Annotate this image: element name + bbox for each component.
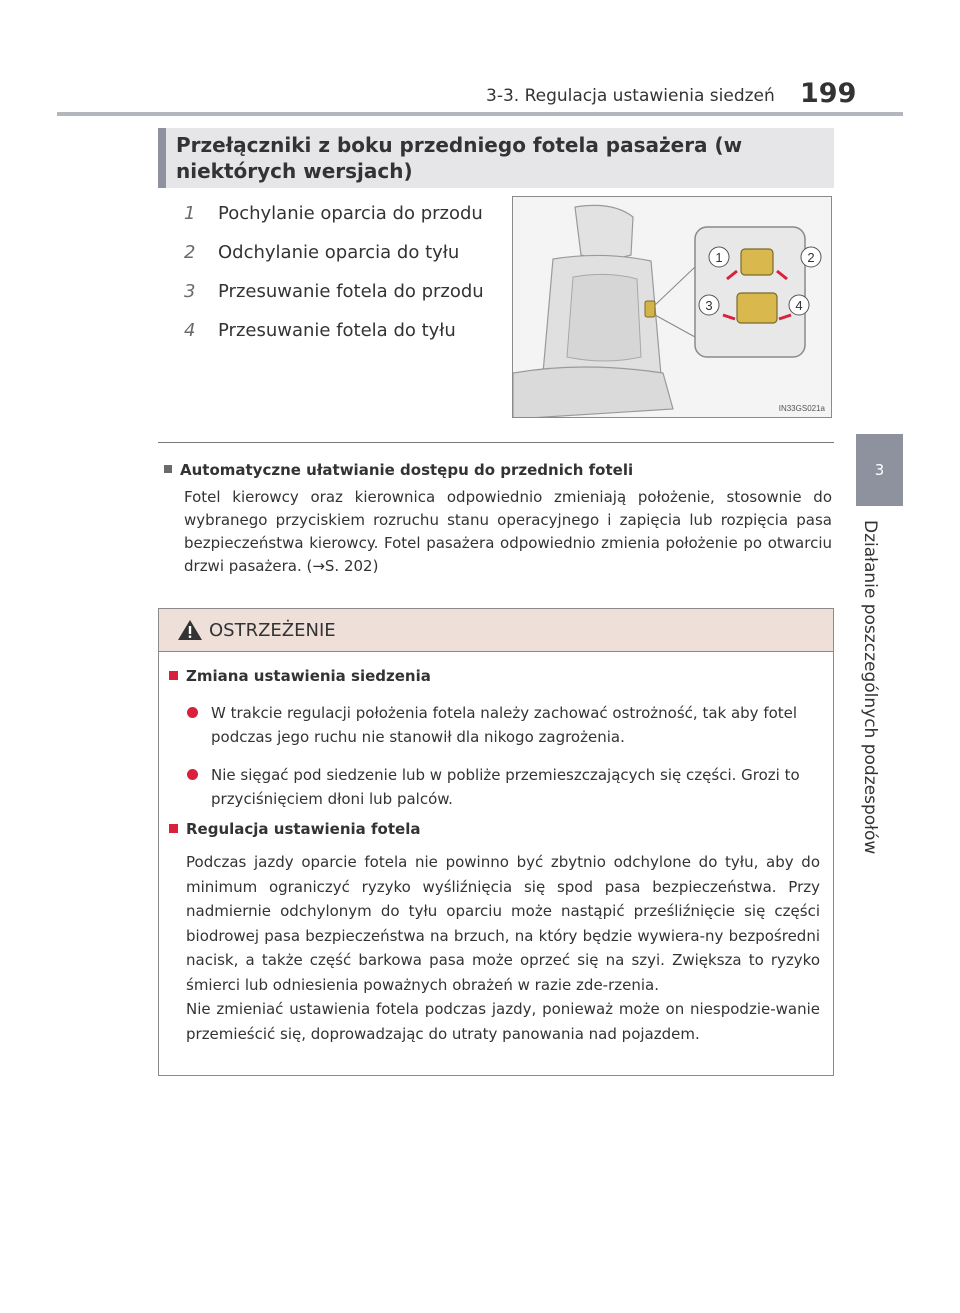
note-title-text: Automatyczne ułatwianie dostępu do przednich foteli	[180, 461, 634, 479]
warning-paragraph: Nie zmieniać ustawienia fotela podczas jazdy, ponieważ może on niespodzie-wanie przemieścić się, doprowadzając do utraty panowania nad pojazdem.	[186, 1000, 820, 1043]
warning-header	[159, 609, 833, 652]
callout-2: 2	[807, 250, 815, 265]
list-item	[184, 281, 484, 302]
callout-4: 4	[795, 298, 803, 313]
seat-illustration	[513, 197, 832, 418]
warning-section-title-text: Regulacja ustawienia fotela	[186, 820, 421, 838]
callout-3: 3	[705, 298, 713, 313]
warning-bullet	[187, 763, 821, 811]
chapter-title: Działanie poszczególnych podzespołów	[860, 520, 880, 855]
item-label: Przesuwanie fotela do tyłu	[218, 320, 456, 341]
list-item	[184, 242, 459, 263]
item-number: 3	[184, 281, 196, 302]
square-bullet-icon	[164, 465, 172, 473]
warning-section-title	[169, 820, 420, 838]
warning-icon	[177, 619, 203, 641]
warning-bullet-text: W trakcie regulacji położenia fotela należy zachować ostrożność, tak aby fotel podczas jego ruchu nie stanowił dla nikogo zagrożenia.	[211, 704, 798, 746]
item-label: Przesuwanie fotela do przodu	[218, 281, 484, 302]
warning-paragraph: Podczas jazdy oparcie fotela nie powinno być zbytnio odchylone do tyłu, aby do minimum ograniczyć ryzyko wyśliźnięcia się spod pasa bezpieczeństwa. Przy nadmiernie odchylonym do tyłu oparciu może nastąpić prześliźnięcie się części biodrowej pasa bezpieczeństwa na brzuch, na który będzie wywiera-ny bezpośredni nacisk, a także część barkowa pasa może oprzeć się na szyi. Zwiększa to ryzyko śmierci lub odniesienia poważnych obrażeń w razie zde-rzenia.	[186, 853, 820, 994]
warning-section-title	[169, 667, 431, 685]
warning-bullet-text: Nie sięgać pod siedzenie lub w pobliże przemieszczających się części. Grozi to przyciśnięciem dłoni lub palców.	[211, 766, 800, 808]
item-number: 4	[184, 320, 196, 341]
warning-heading: OSTRZEŻENIE	[209, 619, 336, 641]
square-bullet-icon	[169, 824, 178, 833]
warning-paragraphs	[186, 850, 820, 1046]
list-item	[184, 320, 456, 341]
callout-1: 1	[715, 250, 723, 265]
seat-switch-figure	[512, 196, 832, 418]
item-number: 2	[184, 242, 196, 263]
item-number: 1	[184, 203, 196, 224]
header-rule	[57, 112, 903, 116]
square-bullet-icon	[169, 671, 178, 680]
item-label: Odchylanie oparcia do tyłu	[218, 242, 460, 263]
bullet-dot-icon	[187, 769, 198, 780]
bullet-dot-icon	[187, 707, 198, 718]
warning-section-title-text: Zmiana ustawienia siedzenia	[186, 667, 431, 685]
note-body: Fotel kierowcy oraz kierownica odpowiednio zmieniają położenie, stosownie do wybranego przyciskiem rozruchu stanu operacyjnego i zapięcia lub rozpięcia pasa bezpieczeństwa kierowcy. Fotel pasażera odpowiednio zmienia położenie po otwarciu drzwi pasażera. (→S. 202)	[184, 488, 832, 575]
page-number: 199	[800, 78, 857, 109]
list-item	[184, 203, 483, 224]
chapter-tab[interactable]: 3	[856, 434, 903, 506]
note-title	[164, 461, 633, 479]
section-header: 3-3. Regulacja ustawienia siedzeń	[486, 86, 775, 106]
warning-bullet	[187, 701, 821, 749]
section-title: Przełączniki z boku przedniego fotela pasażera (w niektórych wersjach)	[158, 128, 834, 188]
item-label: Pochylanie oparcia do przodu	[218, 203, 483, 224]
figure-code: IN33GS021a	[778, 404, 825, 413]
divider	[158, 442, 834, 443]
